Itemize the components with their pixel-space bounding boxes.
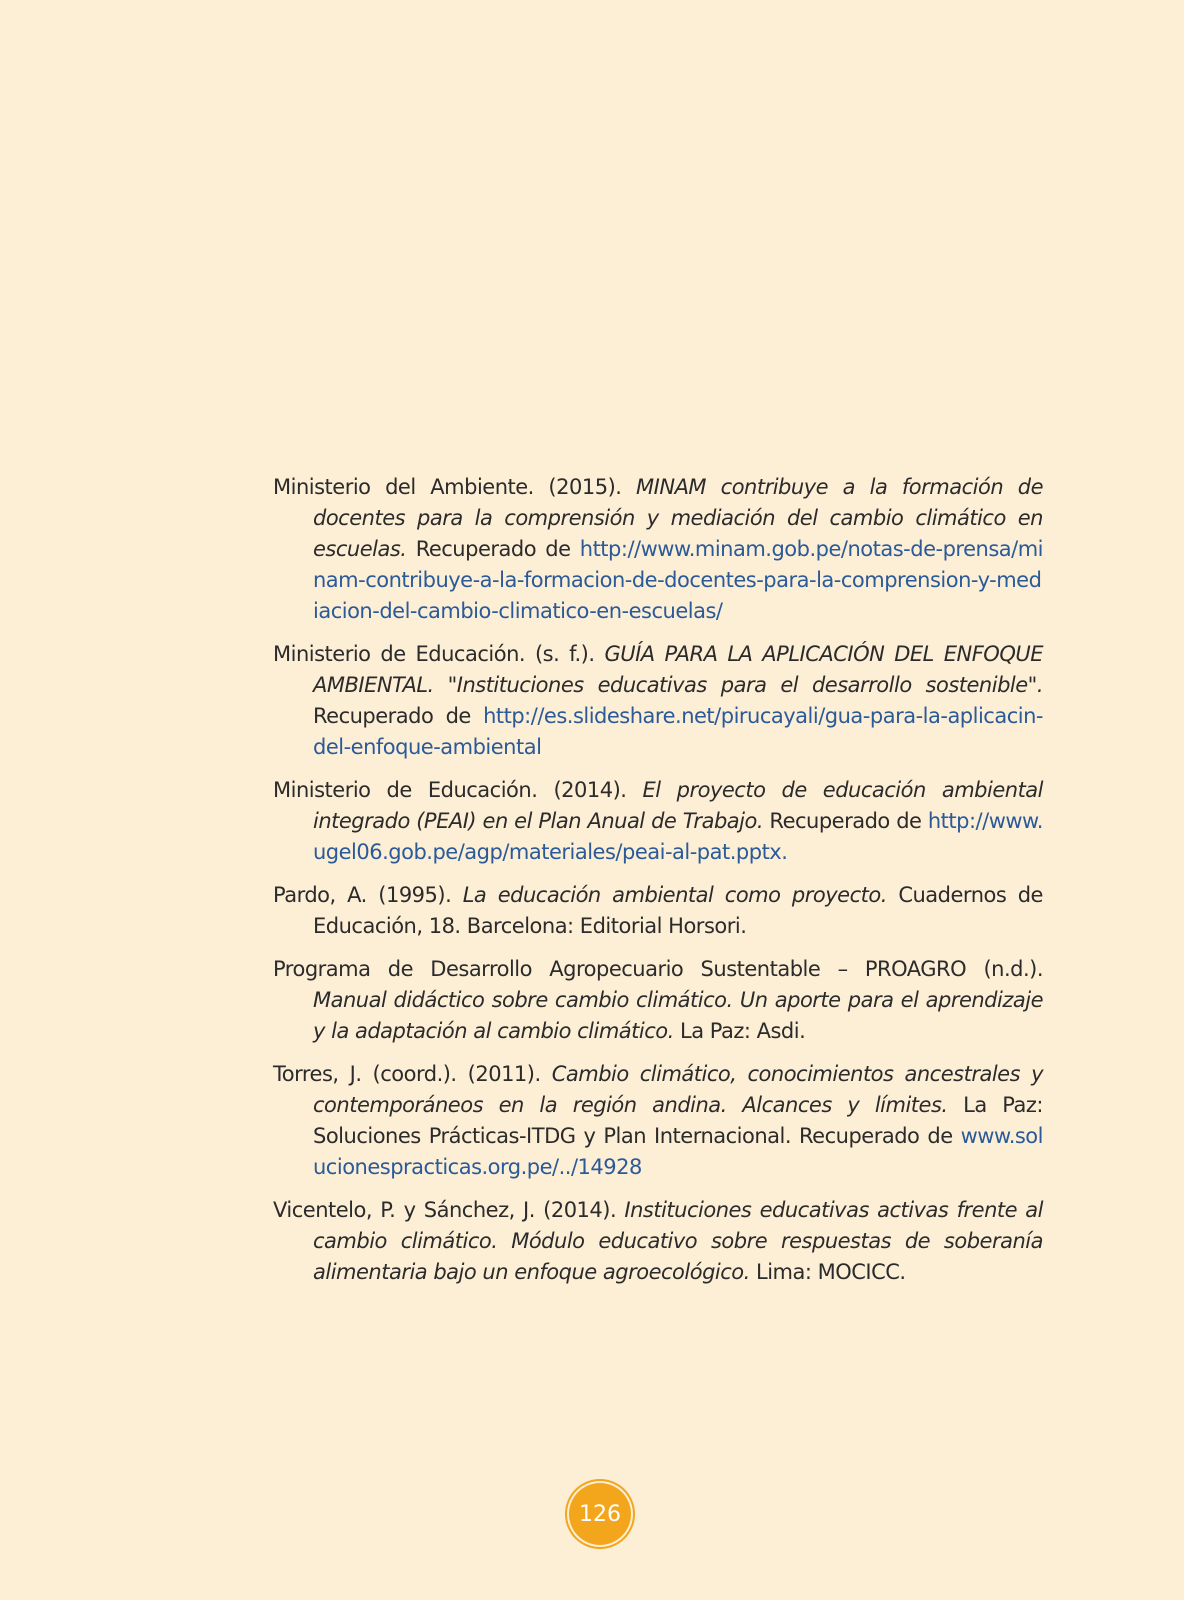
reference-title: El proyecto de educación ambiental integrado (PEAI) en el Plan Anual de Trabajo.	[313, 778, 1044, 833]
reference-title: Cambio climático, conocimientos ancestrales y contemporáneos en la región andina. Alcances y límites.	[313, 1062, 1043, 1117]
reference-author: Ministerio de Educación. (s. f.).	[273, 642, 605, 666]
reference-author: Ministerio del Ambiente. (2015).	[273, 475, 637, 499]
reference-title: GUÍA PARA LA APLICACIÓN DEL ENFOQUE AMBIENTAL. "Instituciones educativas para el desarrollo sostenible".	[313, 642, 1044, 697]
reference-url-link[interactable]: http://www.ugel06.gob.pe/agp/materiales/peai-al-pat.pptx.	[313, 809, 1043, 864]
reference-source: Lima: MOCICC.	[749, 1260, 906, 1284]
reference-item	[273, 639, 1043, 763]
reference-title: Instituciones educativas activas frente al cambio climático. Módulo educativo sobre respuestas de soberanía alimentaria bajo un enfoque agroecológico.	[313, 1198, 1043, 1284]
reference-item	[273, 1195, 1043, 1288]
reference-url-link[interactable]: http://es.slideshare.net/pirucayali/gua-para-la-aplicacin-del-enfoque-ambiental	[313, 704, 1043, 759]
reference-url-link[interactable]: www.solucionespracticas.org.pe/../14928	[313, 1124, 1043, 1179]
reference-author: Vicentelo, P. y Sánchez, J. (2014).	[273, 1198, 625, 1222]
page-number: 126	[579, 1501, 621, 1527]
page-number-badge	[569, 1483, 631, 1545]
reference-title: MINAM contribuye a la formación de docentes para la comprensión y mediación del cambio climático en escuelas.	[313, 475, 1043, 561]
reference-title: La educación ambiental como proyecto.	[462, 883, 887, 907]
reference-item	[273, 954, 1043, 1047]
reference-item	[273, 472, 1043, 627]
reference-source: Recuperado de	[763, 809, 928, 833]
reference-author: Pardo, A. (1995).	[273, 883, 463, 907]
reference-source: La Paz: Soluciones Prácticas-ITDG y Plan Internacional. Recuperado de	[313, 1093, 1043, 1148]
reference-source: La Paz: Asdi.	[673, 1019, 806, 1043]
references-list	[273, 472, 1043, 1300]
reference-source: Cuadernos de Educación, 18. Barcelona: Editorial Horsori.	[313, 883, 1043, 938]
reference-url-link[interactable]: http://www.minam.gob.pe/notas-de-prensa/minam-contribuye-a-la-formacion-de-docentes-para-la-comprension-y-mediacion-del-cambio-climatico-en-escuelas/	[313, 537, 1043, 623]
reference-item	[273, 775, 1043, 868]
reference-author: Programa de Desarrollo Agropecuario Sustentable – PROAGRO (n.d.).	[273, 957, 1043, 981]
reference-source: Recuperado de	[406, 537, 580, 561]
reference-item	[273, 1059, 1043, 1183]
reference-author: Torres, J. (coord.). (2011).	[273, 1062, 552, 1086]
reference-title: Manual didáctico sobre cambio climático. Un aporte para el aprendizaje y la adaptación al cambio climático.	[313, 988, 1043, 1043]
reference-item	[273, 880, 1043, 942]
reference-author: Ministerio de Educación. (2014).	[273, 778, 643, 802]
reference-source: Recuperado de	[313, 704, 484, 728]
